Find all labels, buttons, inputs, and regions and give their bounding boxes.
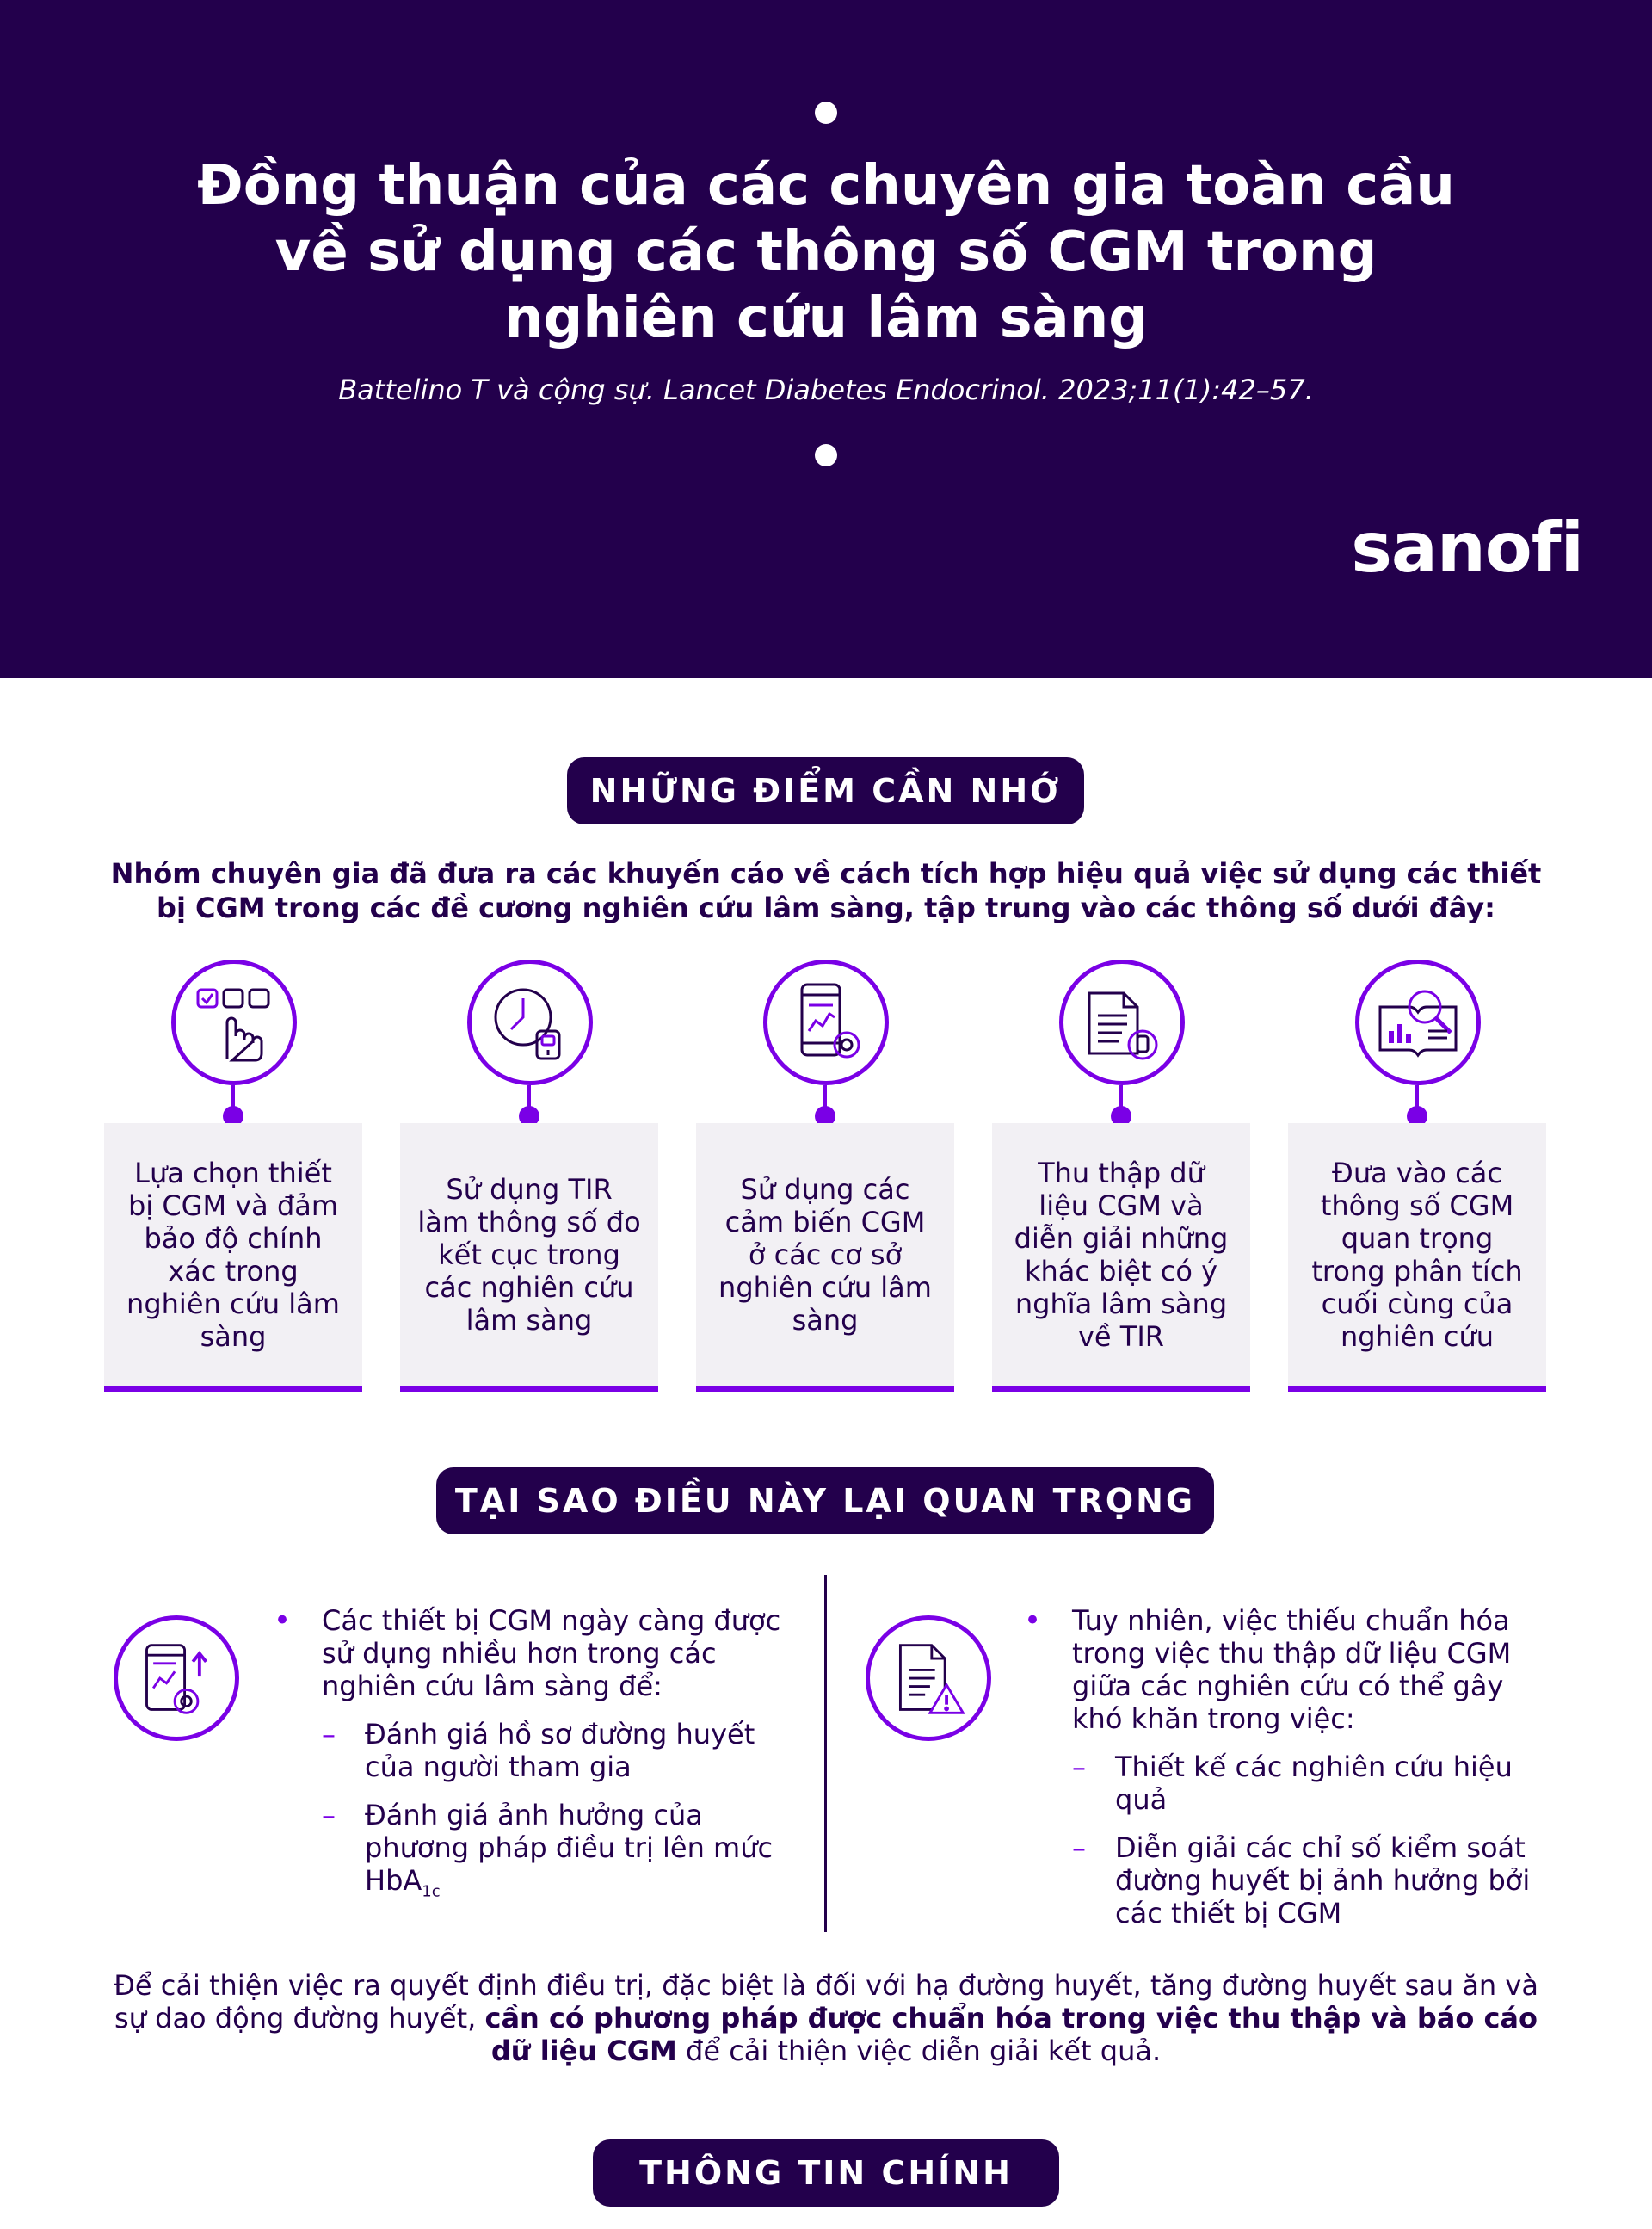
citation: Battelino T và cộng sự. Lancet Diabetes Endocrinol. 2023;11(1):42–57.: [338, 374, 1314, 406]
why-right-sub-1-text: Thiết kế các nghiên cứu hiệu quả: [1115, 1750, 1513, 1816]
key-point-card: Thu thập dữ liệu CGM và diễn giải những khác biệt có ý nghĩa lâm sàng về TIR: [992, 1123, 1250, 1392]
conclusion-text: [103, 1969, 1549, 2067]
document-sensor-icon: [1059, 960, 1185, 1085]
clock-sensor-icon: [467, 960, 593, 1085]
header-banner: [0, 0, 1652, 678]
page-title: [138, 153, 1514, 352]
why-right-bullet: • Tuy nhiên, việc thiếu chuẩn hóa trong việc thu thập dữ liệu CGM giữa các nghiên cứu có thể gây khó khăn trong việc:: [1024, 1604, 1557, 1735]
why-right-sub-1: [1024, 1750, 1557, 1816]
why-right-sub-2-text: Diễn giải các chỉ số kiểm soát đường huyết bị ảnh hưởng bởi các thiết bị CGM: [1115, 1831, 1531, 1930]
conclusion-part-1: Để cải thiện việc ra quyết định điều trị, đặc biệt là đối với hạ đường huyết, tăng đường huyết sau ăn và sự dao động đường huyết,: [114, 1969, 1538, 2035]
key-point-card: Đưa vào các thông số CGM quan trọng trong phân tích cuối cùng của nghiên cứu: [1288, 1123, 1546, 1392]
why-right-text: [1024, 1604, 1557, 1930]
key-point-card: Lựa chọn thiết bị CGM và đảm bảo độ chính xác trong nghiên cứu lâm sàng: [104, 1123, 362, 1392]
title-line-2: về sử dụng các thông số CGM trong: [274, 220, 1378, 284]
dash-marker: –: [1072, 1831, 1086, 1864]
decor-dot-top: [815, 102, 837, 124]
intro-line-2: bị CGM trong các đề cương nghiên cứu lâm sàng, tập trung vào các thông số dưới đây:: [157, 892, 1495, 924]
key-point-card: Sử dụng các cảm biến CGM ở các cơ sở nghiên cứu lâm sàng: [696, 1123, 954, 1392]
sanofi-logo: sanofi: [1351, 508, 1583, 588]
hba1c-subscript: 1c: [422, 1882, 441, 1901]
why-left-sub-2: [274, 1799, 807, 1908]
phone-chart-up-icon: [114, 1615, 239, 1741]
analysis-magnifier-icon: [1355, 960, 1481, 1085]
dash-marker: –: [1072, 1750, 1086, 1783]
why-right-sub-2: [1024, 1831, 1557, 1930]
intro-line-1: Nhóm chuyên gia đã đưa ra các khuyến cáo về cách tích hợp hiệu quả việc sử dụng các thiết: [110, 857, 1542, 890]
section-heading-why: TẠI SAO ĐIỀU NÀY LẠI QUAN TRỌNG: [436, 1467, 1214, 1534]
title-line-1: Đồng thuận của các chuyên gia toàn cầu: [197, 154, 1455, 218]
why-left-text: [274, 1604, 807, 1908]
title-line-3: nghiên cứu lâm sàng: [503, 287, 1149, 350]
touch-checkbox-icon: [171, 960, 297, 1085]
why-left-sub-2-text: Đánh giá ảnh hưởng của phương pháp điều trị lên mức HbA: [365, 1799, 774, 1897]
why-left-sub-1-text: Đánh giá hồ sơ đường huyết của người tham gia: [365, 1718, 755, 1783]
decor-dot-bottom: [815, 444, 837, 466]
dash-marker: –: [322, 1799, 336, 1831]
document-warning-icon: [866, 1615, 991, 1741]
key-point-card: Sử dụng TIR làm thông số đo kết cục trong các nghiên cứu lâm sàng: [400, 1123, 658, 1392]
section-heading-key-points: NHỮNG ĐIỂM CẦN NHỚ: [567, 757, 1084, 824]
conclusion-bold: cần có phương pháp được chuẩn hóa trong việc thu thập và báo cáo dữ liệu CGM: [484, 2002, 1538, 2067]
section-heading-main-info: THÔNG TIN CHÍNH: [593, 2139, 1059, 2207]
why-left-sub-1: [274, 1718, 807, 1783]
conclusion-part-2: để cải thiện việc diễn giải kết quả.: [676, 2035, 1162, 2067]
column-divider: [824, 1575, 827, 1932]
key-points-intro: [103, 856, 1549, 925]
phone-sensor-icon: [763, 960, 889, 1085]
why-left-bullet: • Các thiết bị CGM ngày càng được sử dụng nhiều hơn trong các nghiên cứu lâm sàng để:: [274, 1604, 807, 1702]
dash-marker: –: [322, 1718, 336, 1750]
